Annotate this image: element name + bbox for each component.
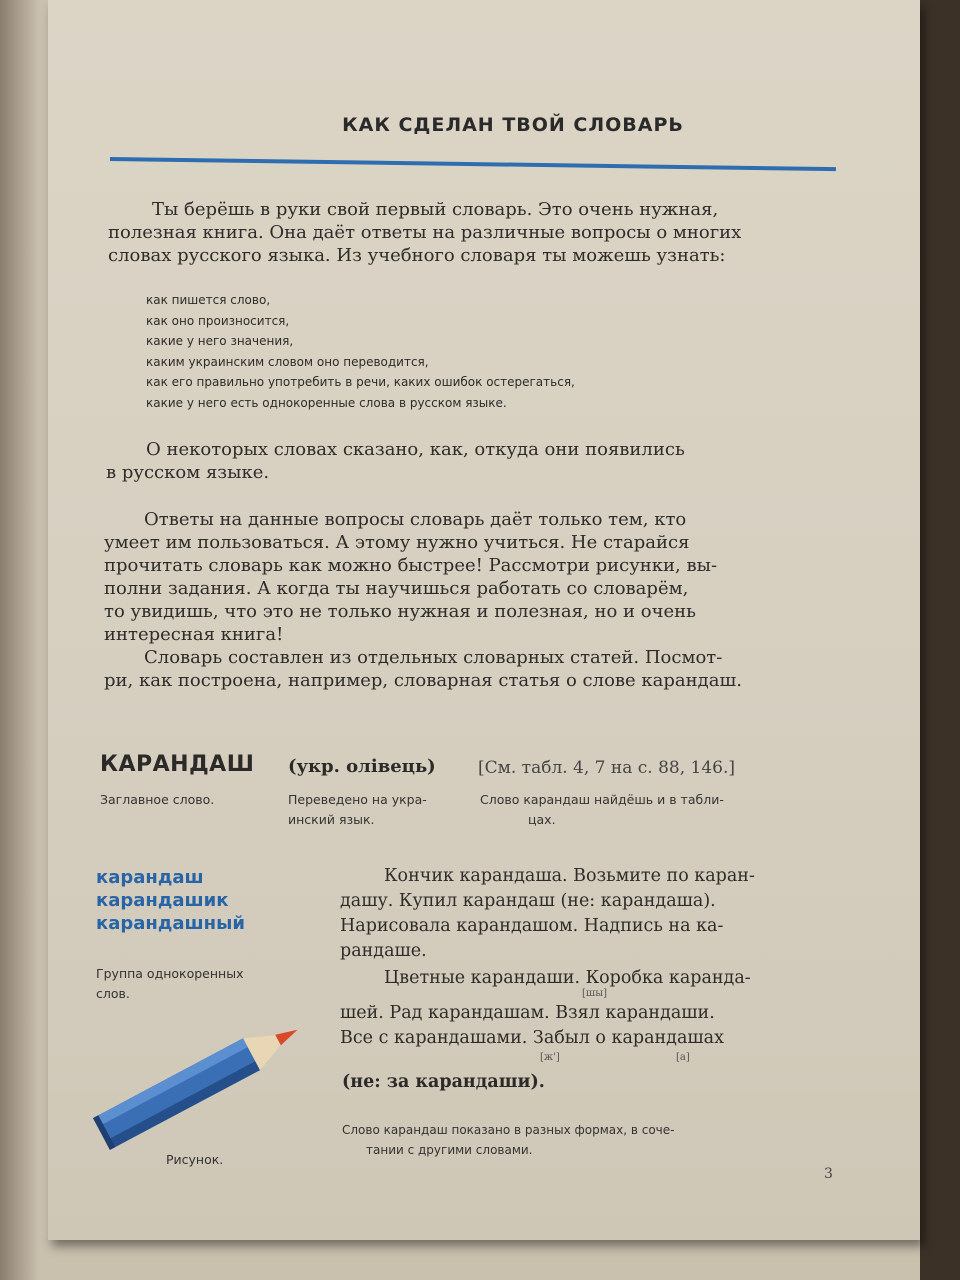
reference-caption xyxy=(480,790,724,830)
entry-translation: (укр. олівець) xyxy=(288,756,436,777)
intro-paragraph xyxy=(108,198,843,267)
pencil-illustration xyxy=(88,1010,318,1150)
headword-caption: Заглавное слово. xyxy=(100,792,215,807)
reference-caption-line: Слово карандаш найдёшь и в табли- xyxy=(480,792,724,807)
list-item: как его правильно употребить в речи, каких ошибок остерегаться, xyxy=(146,375,575,389)
family-caption-line: Группа однокоренных xyxy=(96,966,244,981)
example-line: Кончик карандаша. Возьмите по каран- xyxy=(384,866,755,886)
example-line: дашу. Купил карандаш (не: карандаша). xyxy=(340,891,716,911)
list-item: как оно произносится, xyxy=(146,313,290,328)
answers-line: полни задания. А когда ты научишься работать со словарём, xyxy=(104,578,689,599)
word-family-caption xyxy=(96,964,243,1004)
list-item: как пишется слово, xyxy=(146,293,271,307)
answers-line: умеет им пользоваться. А этому нужно учиться. Не старайся xyxy=(104,532,690,553)
figure-caption: Рисунок. xyxy=(166,1152,224,1167)
intro-line: полезная книга. Она даёт ответы на различные вопросы о многих xyxy=(108,222,742,243)
origin-paragraph xyxy=(106,438,846,484)
incorrect-form-note: (не: за карандаши). xyxy=(342,1072,545,1092)
pronunciation-mark: [ж'] xyxy=(540,1052,560,1063)
page-number: 3 xyxy=(824,1166,833,1182)
title-underline xyxy=(110,157,836,171)
example-line: Нарисовала карандашом. Надпись на ка- xyxy=(340,916,724,936)
entry-reference: [См. табл. 4, 7 на с. 88, 146.] xyxy=(478,758,736,778)
translation-caption-line: Переведено на укра- xyxy=(288,792,427,807)
list-item: какие у него есть однокоренные слова в русском языке. xyxy=(146,395,507,410)
usage-examples xyxy=(340,864,845,1051)
answers-line: то увидишь, что это не только нужная и полезная, но и очень xyxy=(104,601,696,622)
answers-line: интересная книга! xyxy=(104,624,284,645)
forms-caption-line: Слово карандаш показано в разных формах, в соче- xyxy=(342,1123,675,1137)
intro-line: Ты берёшь в руки свой первый словарь. Это очень нужная, xyxy=(152,199,719,220)
forms-caption-line: тании с другими словами. xyxy=(366,1143,533,1157)
answers-line: ри, как построена, например, словарная статья о слове карандаш. xyxy=(104,670,742,691)
family-word: карандашный xyxy=(96,913,245,934)
pronunciation-mark: [а] xyxy=(676,1052,690,1063)
family-caption-line: слов. xyxy=(96,986,130,1001)
word-family-list xyxy=(96,866,245,935)
example-line: Все с карандашами. Забыл о карандашах xyxy=(340,1028,724,1048)
book-page xyxy=(48,0,920,1240)
intro-line: словах русского языка. Из учебного словаря ты можешь узнать: xyxy=(108,245,726,266)
origin-line: в русском языке. xyxy=(106,462,270,483)
answers-line: прочитать словарь как можно быстрее! Рассмотри рисунки, вы- xyxy=(104,555,718,576)
family-word: карандашик xyxy=(96,890,229,911)
translation-caption xyxy=(288,790,427,830)
example-line: Цветные карандаши. Коробка каранда- xyxy=(384,968,751,988)
list-item: каким украинским словом оно переводится, xyxy=(146,354,429,369)
pronunciation-mark: [шы] xyxy=(582,988,608,999)
answers-line: Словарь составлен из отдельных словарных статей. Посмот- xyxy=(144,647,723,668)
page-stack-edge xyxy=(40,1238,920,1280)
list-item: какие у него значения, xyxy=(146,334,294,348)
reference-caption-line: цах. xyxy=(528,812,556,827)
translation-caption-line: инский язык. xyxy=(288,812,375,827)
example-line: шей. Рад карандашам. Взял карандаши. xyxy=(340,1003,715,1023)
page-title: КАК СДЕЛАН ТВОЙ СЛОВАРЬ xyxy=(342,114,684,136)
feature-list xyxy=(146,290,846,413)
entry-headword: КАРАНДАШ xyxy=(100,752,255,777)
forms-caption xyxy=(342,1120,822,1160)
answers-paragraph xyxy=(104,508,846,692)
family-word: карандаш xyxy=(96,867,204,888)
answers-line: Ответы на данные вопросы словарь даёт только тем, кто xyxy=(144,509,687,530)
origin-line: О некоторых словах сказано, как, откуда они появились xyxy=(146,439,685,460)
example-line: рандаше. xyxy=(340,941,427,961)
